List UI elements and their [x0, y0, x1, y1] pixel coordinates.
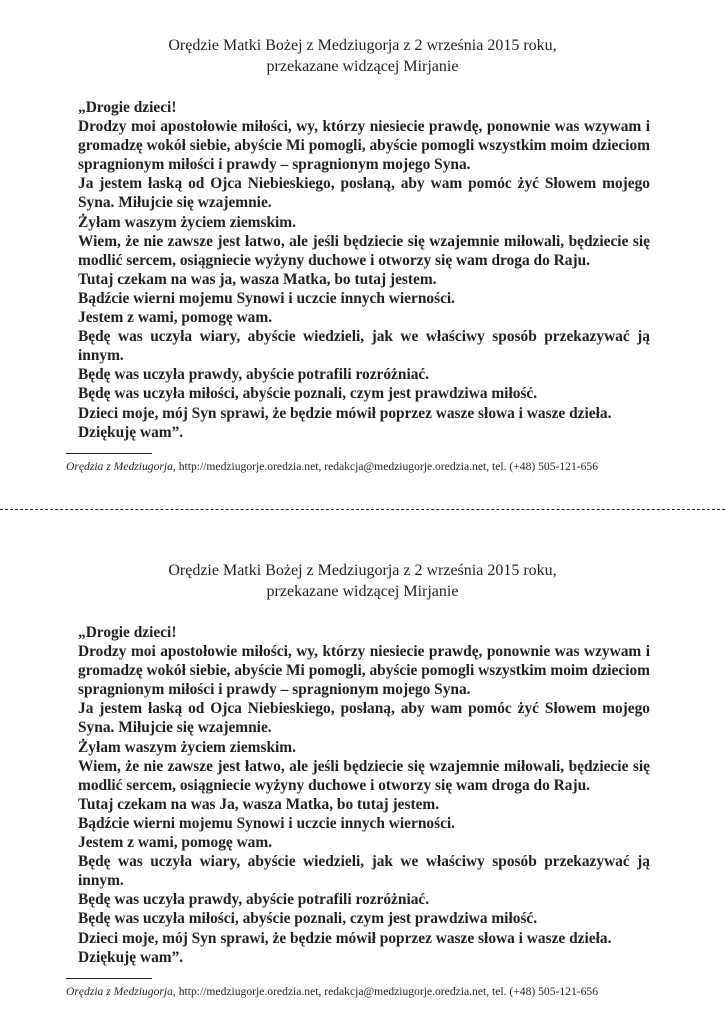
message-paragraph: Bądźcie wierni mojemu Synowi i uczcie innych wierności. — [78, 289, 456, 307]
message-paragraph: Ja jestem łaską od Ojca Niebieskiego, posłaną, aby wam pomóc żyć Słowem mojego Syna. Miłujcie się wzajemnie. — [78, 700, 650, 737]
message-paragraph: Dziękuję wam”. — [78, 948, 184, 966]
message-paragraph: Będę was uczyła miłości, abyście poznali, czym jest prawdziwa miłość. — [78, 385, 538, 403]
message-paragraph: „Drogie dzieci! — [78, 624, 177, 641]
message-paragraph: „Drogie dzieci! — [78, 99, 177, 116]
message-paragraph: Bądźcie wierni mojemu Synowi i uczcie innych wierności. — [78, 814, 456, 832]
footnote-source: Orędzia z Medziugorja — [66, 460, 173, 473]
cut-line-divider — [0, 509, 725, 510]
message-paragraph: Wiem, że nie zawsze jest łatwo, ale jeśli będziecie się wzajemnie miłowali, będziecie się modlić sercem, osiągniecie wyżyny duchowe i otworzy się wam droga do Raju. — [78, 757, 650, 794]
message-body — [78, 98, 650, 442]
message-paragraph: Będę was uczyła wiary, abyście wiedzieli, jak we właściwy sposób przekazywać ją innym. — [78, 328, 650, 365]
message-paragraph: Będę was uczyła prawdy, abyście potrafili rozróżniać. — [78, 891, 430, 909]
message-paragraph: Dzieci moje, mój Syn sprawi, że będzie mówił poprzez wasze słowa i wasze dzieła. — [78, 929, 612, 947]
message-paragraph: Dziękuję wam”. — [78, 423, 184, 441]
message-title — [0, 35, 725, 77]
message-paragraph: Drodzy moi apostołowie miłości, wy, którzy niesiecie prawdę, ponownie was wzywam i gromadzę wokół siebie, abyście Mi pomogli, abyście pomogli wszystkim moim dzieciom spragnionym miłości i prawdy – spragnionym mojego Syna. — [78, 643, 650, 699]
footnote — [66, 459, 666, 474]
footnote-source: Orędzia z Medziugorja — [66, 985, 173, 998]
message-paragraph: Drodzy moi apostołowie miłości, wy, którzy niesiecie prawdę, ponownie was wzywam i gromadzę wokół siebie, abyście Mi pomogli, abyście pomogli wszystkim moim dzieciom spragnionym miłości i prawdy – spragnionym mojego Syna. — [78, 118, 650, 174]
message-paragraph: Będę was uczyła miłości, abyście poznali, czym jest prawdziwa miłość. — [78, 910, 538, 928]
message-title — [0, 560, 725, 602]
title-line-2: przekazane widzącej Mirjanie — [266, 583, 459, 600]
message-paragraph: Tutaj czekam na was Ja, wasza Matka, bo tutaj jestem. — [78, 795, 440, 813]
message-body — [78, 623, 650, 967]
footnote-rule — [66, 453, 152, 454]
title-line-1: Orędzie Matki Bożej z Medziugorja z 2 września 2015 roku, — [168, 562, 557, 579]
message-paragraph: Żyłam waszym życiem ziemskim. — [78, 738, 296, 756]
message-paragraph: Żyłam waszym życiem ziemskim. — [78, 213, 296, 231]
message-paragraph: Jestem z wami, pomogę wam. — [78, 309, 273, 327]
footnote-contact: , http://medziugorje.oredzia.net, redakcja@medziugorje.oredzia.net, tel. (+48) 505-121-656 — [172, 460, 599, 473]
title-line-2: przekazane widzącej Mirjanie — [266, 58, 459, 75]
message-paragraph: Tutaj czekam na was ja, wasza Matka, bo tutaj jestem. — [78, 270, 437, 288]
footnote-rule — [66, 978, 152, 979]
message-paragraph: Będę was uczyła prawdy, abyście potrafili rozróżniać. — [78, 366, 430, 384]
footnote-contact: , http://medziugorje.oredzia.net, redakcja@medziugorje.oredzia.net, tel. (+48) 505-121-656 — [172, 985, 599, 998]
footnote — [66, 984, 666, 999]
message-paragraph: Dzieci moje, mój Syn sprawi, że będzie mówił poprzez wasze słowa i wasze dzieła. — [78, 404, 612, 422]
message-paragraph: Będę was uczyła wiary, abyście wiedzieli, jak we właściwy sposób przekazywać ją innym. — [78, 853, 650, 890]
message-paragraph: Ja jestem łaską od Ojca Niebieskiego, posłaną, aby wam pomóc żyć Słowem mojego Syna. Miłujcie się wzajemnie. — [78, 175, 650, 212]
title-line-1: Orędzie Matki Bożej z Medziugorja z 2 września 2015 roku, — [168, 37, 557, 54]
message-paragraph: Wiem, że nie zawsze jest łatwo, ale jeśli będziecie się wzajemnie miłowali, będziecie się modlić sercem, osiągniecie wyżyny duchowe i otworzy się wam droga do Raju. — [78, 232, 650, 269]
message-paragraph: Jestem z wami, pomogę wam. — [78, 834, 273, 852]
